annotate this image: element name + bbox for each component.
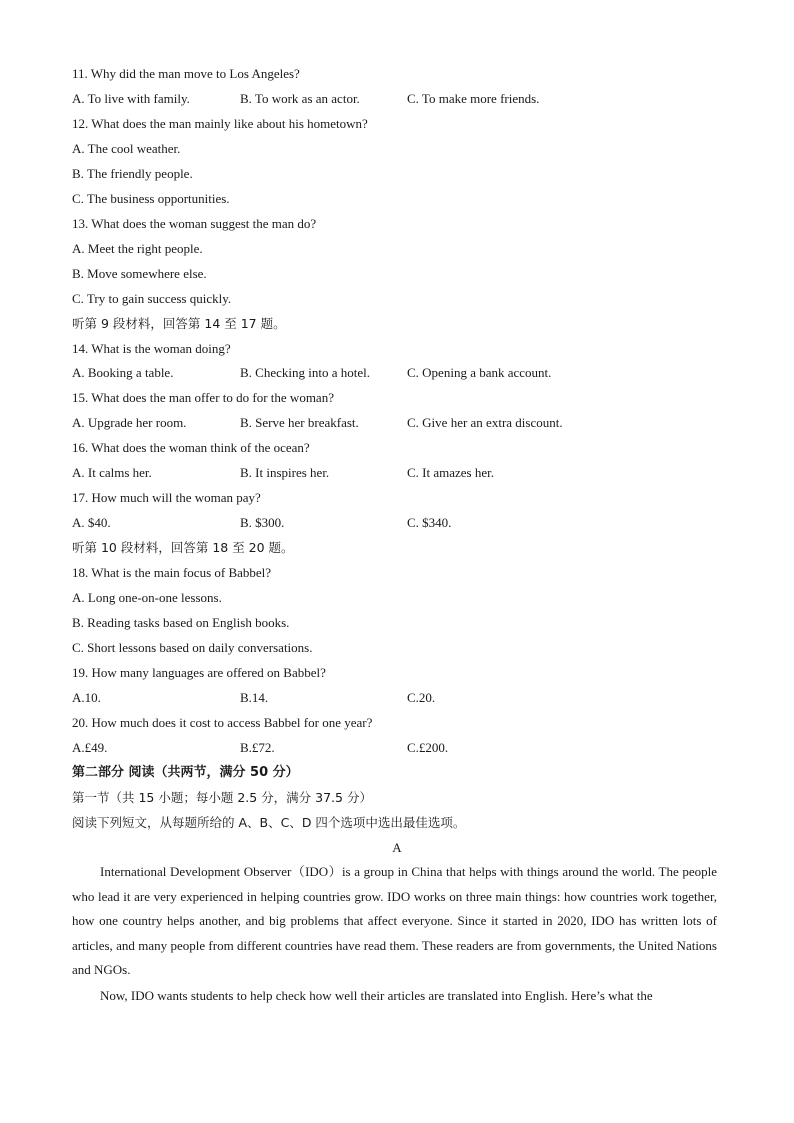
question-11-options: [72, 90, 752, 108]
option-b: B. Move somewhere else.: [72, 266, 207, 281]
option-c: C.20.: [407, 690, 436, 705]
question-16: 16. What does the woman think of the ocean?: [72, 440, 310, 455]
option-a: A.10.: [72, 690, 101, 705]
question-18: 18. What is the main focus of Babbel?: [72, 565, 272, 580]
option-b: B. To work as an actor.: [240, 91, 360, 106]
option-a: A. Upgrade her room.: [72, 415, 187, 430]
option-c: C. Try to gain success quickly.: [72, 291, 232, 306]
option-a: A.£49.: [72, 740, 108, 755]
option-c: C. $340.: [407, 515, 452, 530]
question-20: 20. How much does it cost to access Babbel for one year?: [72, 715, 373, 730]
question-17-options: [72, 514, 752, 532]
option-a: A. Long one-on-one lessons.: [72, 590, 222, 605]
question-15: 15. What does the man offer to do for the woman?: [72, 390, 334, 405]
option-a: A. Booking a table.: [72, 365, 174, 380]
option-c: C. Opening a bank account.: [407, 365, 552, 380]
question-13: 13. What does the woman suggest the man do?: [72, 216, 317, 231]
option-c: C. The business opportunities.: [72, 191, 230, 206]
question-17: 17. How much will the woman pay?: [72, 490, 261, 505]
option-c: C. Give her an extra discount.: [407, 415, 563, 430]
option-c: C. To make more friends.: [407, 91, 540, 106]
section-10-instruction: 听第 10 段材料，回答第 18 至 20 题。: [72, 540, 294, 555]
option-b: B. Serve her breakfast.: [240, 415, 359, 430]
section-title: 第一节（共 15 小题；每小题 2.5 分，满分 37.5 分）: [72, 790, 372, 805]
question-19: 19. How many languages are offered on Babbel?: [72, 665, 326, 680]
option-a: A. $40.: [72, 515, 111, 530]
passage-paragraph-1: International Development Observer（IDO）is a group in China that helps with things around the world. The people who lead it are very experienced in helping countries grow. IDO works on three main things: how countries work together, how one country helps another, and big problems that affect everyone. Since it started in 2020, IDO has written lots of articles, and many people from different countries have read them. These readers are from governments, the United Nations and NGOs.: [72, 864, 717, 978]
question-14: 14. What is the woman doing?: [72, 341, 231, 356]
option-a: A. Meet the right people.: [72, 241, 203, 256]
option-b: B.14.: [240, 690, 269, 705]
passage-paragraph-2: Now, IDO wants students to help check how well their articles are translated into English. Here’s what the: [100, 988, 653, 1003]
option-a: A. To live with family.: [72, 91, 190, 106]
question-14-options: [72, 364, 752, 382]
option-a: A. It calms her.: [72, 465, 152, 480]
option-c: C. Short lessons based on daily conversations.: [72, 640, 313, 655]
option-a: A. The cool weather.: [72, 141, 181, 156]
option-b: B. The friendly people.: [72, 166, 193, 181]
question-19-options: [72, 689, 752, 707]
reading-instruction: 阅读下列短文，从每题所给的 A、B、C、D 四个选项中选出最佳选项。: [72, 815, 466, 830]
question-15-options: [72, 414, 752, 432]
option-b: B.£72.: [240, 740, 275, 755]
question-16-options: [72, 464, 752, 482]
option-b: B. It inspires her.: [240, 465, 330, 480]
option-c: C.£200.: [407, 740, 449, 755]
question-20-options: [72, 739, 752, 757]
option-c: C. It amazes her.: [407, 465, 494, 480]
question-11: 11. Why did the man move to Los Angeles?: [72, 66, 300, 81]
option-b: B. $300.: [240, 515, 285, 530]
option-b: B. Reading tasks based on English books.: [72, 615, 290, 630]
question-12: 12. What does the man mainly like about his hometown?: [72, 116, 368, 131]
passage-letter: A: [392, 840, 402, 855]
section-9-instruction: 听第 9 段材料，回答第 14 至 17 题。: [72, 316, 286, 331]
option-b: B. Checking into a hotel.: [240, 365, 370, 380]
part-title: 第二部分 阅读（共两节，满分 50 分）: [72, 765, 299, 780]
